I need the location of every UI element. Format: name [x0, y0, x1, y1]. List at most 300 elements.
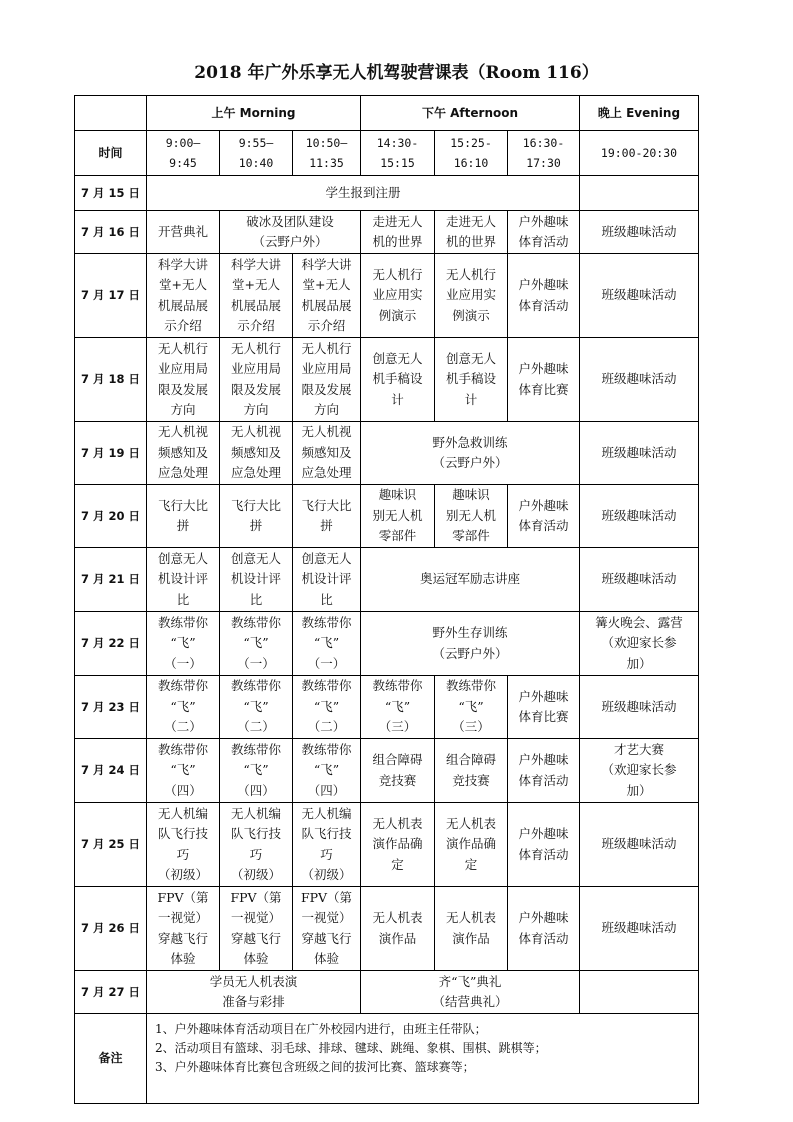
cell-line: 一视觉） [157, 910, 208, 925]
cell-line: 体育活动 [518, 518, 569, 533]
cell-line: 创意无人 [301, 550, 352, 566]
cell-line: 教练带你 [301, 678, 352, 694]
time-slot [435, 131, 508, 176]
activity-cell [435, 211, 508, 254]
activity-cell [361, 803, 435, 887]
cell-line: 无人机行 [157, 340, 208, 356]
cell-line: “飞” [313, 698, 340, 714]
cell-line: 机展品展 [157, 297, 208, 313]
time-slot [220, 131, 293, 176]
cell-line: 体育比赛 [518, 381, 569, 397]
cell-line: 机手稿设 [445, 371, 496, 387]
cell-line: 堂+无人 [232, 277, 280, 292]
activity-cell [580, 254, 699, 338]
cell-line: 无人机表 [372, 815, 423, 831]
activity-cell [435, 254, 508, 338]
cell-line: 走进无人 [372, 213, 423, 229]
activity-cell [508, 803, 580, 887]
cell-line: 9:55— [238, 136, 274, 150]
cell-line: 班级趣味活动 [601, 920, 677, 936]
activity-cell [435, 739, 508, 803]
activity-cell [580, 739, 699, 803]
cell-line: 堂+无人 [159, 277, 207, 292]
cell-line: 无人机行 [230, 340, 281, 356]
cell-line: 机手稿设 [372, 371, 423, 387]
time-slot [293, 131, 361, 176]
cell-line: （欢迎家长参 [601, 762, 677, 778]
cell-line: （云野户外） [432, 645, 508, 661]
activity-cell [293, 338, 361, 422]
notes-content [147, 1014, 699, 1104]
day-label: 7 月 24 日 [75, 739, 147, 803]
activity-cell [220, 254, 293, 338]
cell-line: 走进无人 [445, 213, 496, 229]
day-row [75, 548, 699, 612]
cell-line: 班级趣味活动 [601, 836, 677, 852]
cell-line: 学生报到注册 [325, 184, 401, 200]
cell-line: 无人机视 [301, 424, 352, 440]
day-row [75, 422, 699, 485]
cell-line: 加） [626, 655, 652, 671]
cell-line: 机展品展 [230, 297, 281, 313]
activity-cell [293, 739, 361, 803]
cell-line: 1、户外趣味体育活动项目在广外校园内进行，由班主任带队； [155, 1022, 487, 1036]
cell-line: （四） [164, 782, 202, 798]
cell-line: FPV（第 [230, 889, 282, 905]
activity-cell [147, 254, 220, 338]
day-row [75, 338, 699, 422]
cell-line: 机的世界 [445, 234, 496, 249]
activity-cell [435, 887, 508, 971]
cell-line: 户外趣味 [518, 688, 569, 704]
cell-line: 户外趣味 [518, 361, 569, 376]
activity-cell [293, 422, 361, 485]
activity-cell [361, 338, 435, 422]
day-label: 7 月 26 日 [75, 887, 147, 971]
cell-line: 业应用局 [230, 361, 281, 376]
cell-line: 无人机编 [157, 805, 208, 821]
cell-line: 教练带你 [301, 741, 352, 757]
activity-cell [361, 211, 435, 254]
cell-line: “飞” [313, 762, 340, 778]
cell-line: 创意无人 [230, 550, 281, 566]
cell-line: 演作品确 [372, 836, 423, 852]
day-row [75, 612, 699, 676]
activity-cell [293, 485, 361, 548]
cell-line: 无人机表 [372, 910, 423, 925]
day-row [75, 676, 699, 739]
activity-cell [147, 548, 220, 612]
day-row [75, 803, 699, 887]
day-label: 7 月 23 日 [75, 676, 147, 739]
activity-cell [220, 338, 293, 422]
activity-cell [508, 338, 580, 422]
cell-line: 机的世界 [372, 234, 423, 249]
cell-line: 户外趣味 [518, 910, 569, 925]
cell-line: 准备与彩排 [222, 994, 285, 1009]
cell-line: （二） [307, 719, 346, 735]
cell-line: 野外急救训练 [432, 434, 508, 450]
day-label: 7 月 17 日 [75, 254, 147, 338]
activity-cell [508, 254, 580, 338]
cell-line: 野外生存训练 [432, 625, 508, 640]
header-row [75, 96, 699, 131]
cell-line: 飞行大比 [230, 497, 281, 513]
cell-line: 穿越飞行 [230, 930, 281, 946]
cell-line: 2、活动项目有篮球、羽毛球、排球、毽球、跳绳、象棋、围棋、跳棋等； [155, 1041, 547, 1055]
cell-line: 零部件 [378, 528, 417, 544]
time-slot [147, 131, 220, 176]
cell-line: 方向 [313, 402, 339, 417]
cell-line: 机设计评 [230, 571, 281, 587]
cell-line: 飞行大比 [157, 497, 208, 513]
cell-line: 计 [391, 391, 404, 407]
cell-line: 才艺大赛 [613, 741, 664, 757]
cell-line: 队飞行技 [301, 826, 352, 841]
cell-line: 机设计评 [301, 571, 352, 587]
cell-line: 业应用实 [372, 287, 423, 303]
day-label: 7 月 22 日 [75, 612, 147, 676]
cell-line: 班级趣味活动 [601, 223, 677, 239]
notes-row [75, 1014, 699, 1104]
activity-cell [147, 612, 220, 676]
activity-cell [220, 887, 293, 971]
day-row [75, 211, 699, 254]
cell-line: 业应用局 [157, 361, 208, 376]
cell-line: 比 [176, 591, 190, 607]
evening-header: 晚上 Evening [580, 96, 699, 131]
activity-cell [361, 485, 435, 548]
cell-line: “飞” [384, 698, 411, 714]
cell-line: 户外趣味 [518, 213, 569, 229]
day-row [75, 485, 699, 548]
activity-cell [508, 211, 580, 254]
cell-line: 别无人机 [372, 507, 423, 523]
cell-line: 16:10 [453, 156, 489, 170]
day-label: 7 月 27 日 [75, 971, 147, 1014]
cell-line: （欢迎家长参 [601, 635, 677, 651]
activity-cell [147, 485, 220, 548]
activity-cell [435, 485, 508, 548]
cell-line: 3、户外趣味体育比赛包含班级之间的拔河比赛、篮球赛等； [155, 1060, 475, 1074]
cell-line: 定 [391, 856, 404, 872]
cell-line: 方向 [170, 402, 196, 417]
time-slot [580, 131, 699, 176]
cell-line: 创意无人 [372, 350, 423, 366]
activity-cell [580, 803, 699, 887]
cell-line: 体育活动 [518, 297, 569, 313]
cell-line: 破冰及团队建设 [246, 213, 334, 229]
activity-cell [435, 338, 508, 422]
day-label: 7 月 18 日 [75, 338, 147, 422]
cell-line: 计 [464, 391, 478, 407]
cell-line: 巧 [320, 846, 333, 862]
activity-cell [220, 612, 293, 676]
day-label: 7 月 16 日 [75, 211, 147, 254]
cell-line: 科学大讲 [157, 256, 208, 272]
cell-line: 机设计评 [157, 571, 208, 587]
day-label: 7 月 21 日 [75, 548, 147, 612]
cell-line: 学员无人机表演 [209, 973, 298, 989]
cell-line: FPV（第 [157, 889, 209, 905]
activity-cell [147, 422, 220, 485]
activity-cell [147, 211, 220, 254]
cell-line: “飞” [458, 698, 484, 714]
cell-line: “飞” [243, 762, 269, 778]
cell-line: 趣味识 [378, 487, 417, 503]
cell-line: 教练带你 [230, 614, 281, 630]
cell-line: 11:35 [309, 156, 344, 170]
cell-line: （初级） [230, 867, 281, 882]
activity-cell [508, 739, 580, 803]
activity-cell [580, 676, 699, 739]
cell-line: 教练带你 [157, 741, 208, 757]
cell-line: 趣味识 [452, 487, 490, 503]
cell-line: 零部件 [452, 528, 490, 544]
cell-line: 穿越飞行 [301, 930, 352, 946]
cell-line: 示介绍 [307, 318, 346, 333]
cell-line: 15:15 [380, 156, 415, 170]
cell-line: 创意无人 [157, 550, 208, 566]
activity-cell [147, 676, 220, 739]
day-row [75, 176, 699, 211]
cell-line: “飞” [243, 635, 269, 651]
cell-line: “飞” [313, 635, 340, 651]
cell-line: 方向 [243, 402, 269, 417]
day-label: 7 月 19 日 [75, 422, 147, 485]
activity-cell [508, 676, 580, 739]
cell-line: （四） [237, 782, 275, 798]
cell-line: 科学大讲 [301, 256, 352, 272]
cell-line: 班级趣味活动 [601, 371, 677, 387]
cell-line: 开营典礼 [157, 223, 208, 239]
cell-line: 体育活动 [518, 772, 569, 788]
cell-line: 无人机行 [372, 266, 423, 282]
cell-line: 体育活动 [518, 234, 569, 249]
activity-cell [361, 548, 580, 612]
cell-line: 齐“飞”典礼 [438, 973, 502, 989]
cell-line: 组合障碍 [445, 752, 496, 767]
cell-line: 奥运冠军励志讲座 [419, 571, 520, 587]
cell-line: 频感知及 [157, 444, 208, 460]
cell-line: 体验 [313, 951, 339, 966]
cell-line: 一视觉） [301, 910, 352, 925]
day-label: 7 月 15 日 [75, 176, 147, 211]
activity-cell [293, 254, 361, 338]
activity-cell [580, 971, 699, 1014]
activity-cell [508, 485, 580, 548]
cell-line: 班级趣味活动 [601, 507, 677, 523]
activity-cell [293, 612, 361, 676]
activity-cell [361, 887, 435, 971]
cell-line: 例演示 [378, 307, 417, 323]
cell-line: 业应用局 [301, 361, 352, 376]
activity-cell [147, 971, 361, 1014]
activity-cell [580, 176, 699, 211]
cell-line: 班级趣味活动 [601, 444, 677, 460]
activity-cell [435, 676, 508, 739]
cell-line: “飞” [170, 698, 196, 714]
activity-cell [580, 548, 699, 612]
activity-cell [293, 548, 361, 612]
day-row [75, 254, 699, 338]
cell-line: 教练带你 [230, 678, 281, 694]
cell-line: 无人机视 [157, 424, 208, 440]
activity-cell [147, 739, 220, 803]
cell-line: 班级趣味活动 [601, 287, 677, 303]
activity-cell [147, 803, 220, 887]
cell-line: 别无人机 [445, 507, 496, 523]
cell-line: （云野户外） [252, 234, 328, 249]
cell-line: 体验 [170, 951, 196, 966]
cell-line: 无人机编 [230, 805, 281, 821]
cell-line: 教练带你 [372, 678, 423, 694]
cell-line: 拼 [249, 518, 263, 533]
cell-line: 体育比赛 [518, 709, 569, 724]
activity-cell [580, 211, 699, 254]
cell-line: 竞技赛 [452, 772, 490, 788]
cell-line: 无人机表 [445, 815, 496, 831]
cell-line: （初级） [301, 867, 352, 882]
cell-line: 16:30- [522, 136, 565, 150]
cell-line: 创意无人 [445, 350, 496, 366]
cell-line: 教练带你 [230, 741, 281, 757]
cell-line: 业应用实 [445, 287, 496, 303]
cell-line: 演作品 [378, 930, 417, 946]
cell-line: 篝火晚会、露营 [595, 614, 683, 630]
cell-line: （二） [164, 719, 202, 735]
cell-line: 户外趣味 [518, 277, 569, 292]
cell-line: 户外趣味 [518, 497, 569, 513]
cell-line: 教练带你 [301, 614, 352, 630]
time-slot [361, 131, 435, 176]
cell-line: （一） [164, 655, 202, 671]
activity-cell [220, 211, 361, 254]
cell-line: 比 [320, 591, 333, 607]
cell-line: 机展品展 [301, 297, 352, 313]
cell-line: 应急处理 [230, 465, 281, 481]
day-row [75, 739, 699, 803]
activity-cell [293, 676, 361, 739]
cell-line: 无人机表 [445, 910, 496, 925]
cell-line: （四） [307, 782, 346, 798]
cell-line: 应急处理 [157, 465, 208, 481]
cell-line: 9:45 [169, 156, 197, 170]
day-row [75, 971, 699, 1014]
cell-line: 演作品确 [445, 836, 496, 852]
activity-cell [293, 887, 361, 971]
cell-line: 15:25- [450, 136, 492, 150]
cell-line: 体育活动 [518, 846, 569, 862]
cell-line: 比 [249, 591, 263, 607]
cell-line: 穿越飞行 [157, 930, 208, 946]
cell-line: “飞” [170, 762, 196, 778]
cell-line: 教练带你 [157, 614, 208, 630]
cell-line: 限及发展 [230, 381, 281, 397]
cell-line: 班级趣味活动 [601, 571, 677, 587]
day-row [75, 887, 699, 971]
cell-line: 定 [464, 856, 478, 872]
cell-line: 频感知及 [301, 444, 352, 460]
document-title: 2018 年广外乐享无人机驾驶营课表（Room 116） [194, 63, 599, 83]
morning-header: 上午 Morning [147, 96, 361, 131]
activity-cell [361, 612, 580, 676]
cell-line: 加） [626, 782, 652, 798]
cell-line: 拼 [176, 518, 190, 533]
cell-line: 示介绍 [237, 318, 275, 333]
cell-line: 飞行大比 [301, 497, 352, 513]
cell-line: 14:30- [376, 136, 419, 150]
cell-line: （结营典礼） [432, 994, 508, 1009]
cell-line: 教练带你 [445, 678, 496, 694]
cell-line: （二） [237, 719, 275, 735]
cell-line: 队飞行技 [230, 826, 281, 841]
activity-cell [580, 612, 699, 676]
day-label: 7 月 25 日 [75, 803, 147, 887]
activity-cell [147, 176, 580, 211]
cell-line: 竞技赛 [378, 772, 417, 788]
cell-line: 班级趣味活动 [601, 698, 677, 714]
activity-cell [293, 803, 361, 887]
cell-line: 组合障碍 [372, 752, 423, 767]
cell-line: 19:00-20:30 [600, 146, 678, 160]
activity-cell [580, 887, 699, 971]
cell-line: 无人机视 [230, 424, 281, 440]
activity-cell [580, 422, 699, 485]
cell-line: “飞” [243, 698, 269, 714]
cell-line: 限及发展 [301, 381, 352, 397]
cell-line: 科学大讲 [230, 256, 281, 272]
cell-line: 10:40 [238, 156, 274, 170]
cell-line: 应急处理 [301, 465, 352, 481]
cell-line: 17:30 [526, 156, 561, 170]
activity-cell [361, 739, 435, 803]
cell-line: 巧 [176, 846, 190, 862]
cell-line: 演作品 [452, 930, 490, 946]
activity-cell [220, 422, 293, 485]
activity-cell [220, 676, 293, 739]
time-label: 时间 [75, 131, 147, 176]
day-label: 7 月 20 日 [75, 485, 147, 548]
cell-line: “飞” [170, 635, 196, 651]
cell-line: 例演示 [452, 307, 490, 323]
activity-cell [580, 485, 699, 548]
activity-cell [220, 548, 293, 612]
activity-cell [361, 971, 580, 1014]
activity-cell [361, 422, 580, 485]
cell-line: （云野户外） [432, 455, 508, 470]
activity-cell [508, 887, 580, 971]
cell-line: 户外趣味 [518, 752, 569, 767]
cell-line: 拼 [320, 518, 333, 533]
cell-line: 巧 [249, 846, 263, 862]
cell-line: 示介绍 [164, 318, 202, 333]
cell-line: 无人机编 [301, 805, 352, 821]
cell-line: 限及发展 [157, 381, 208, 397]
cell-line: 教练带你 [157, 678, 208, 694]
activity-cell [361, 676, 435, 739]
activity-cell [147, 338, 220, 422]
cell-line: 频感知及 [230, 444, 281, 460]
cell-line: （三） [378, 719, 417, 735]
cell-line: 无人机行 [301, 340, 352, 356]
cell-line: （初级） [157, 867, 208, 882]
activity-cell [361, 254, 435, 338]
cell-line: （三） [452, 719, 490, 735]
cell-line: FPV（第 [300, 889, 353, 905]
schedule-table [74, 95, 699, 1104]
corner-cell [75, 96, 147, 131]
